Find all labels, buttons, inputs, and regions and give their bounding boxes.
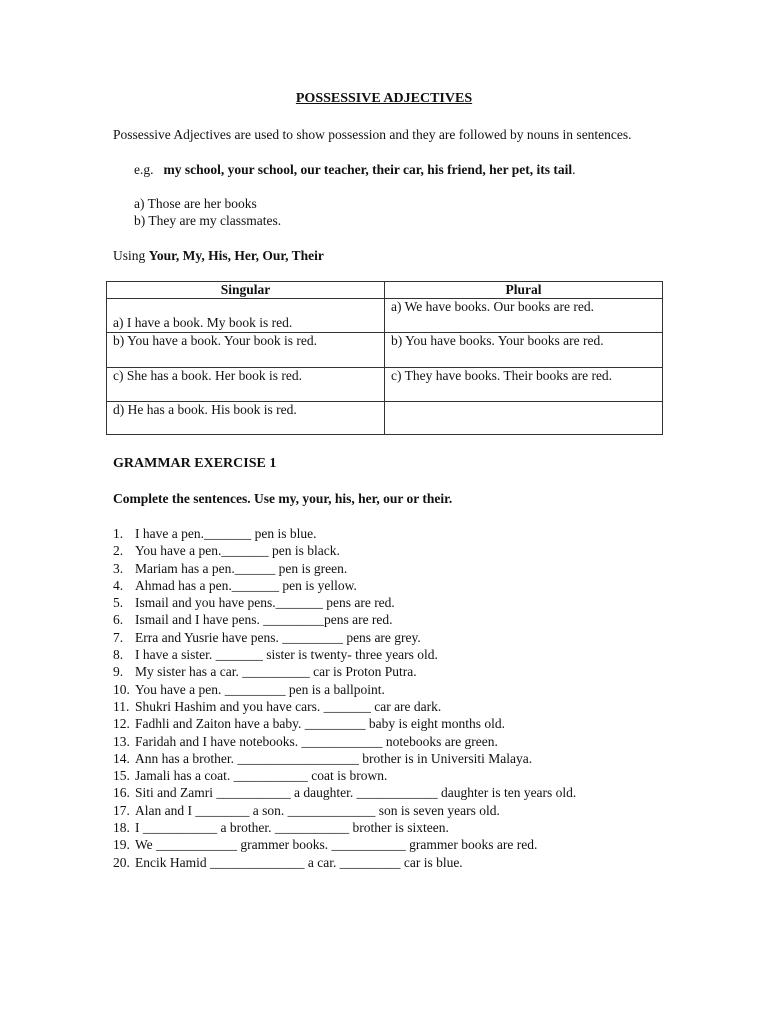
intro-paragraph: Possessive Adjectives are used to show possession and they are followed by nouns in sentences. [113,127,632,142]
item-text: You have a pen._______ pen is black. [135,543,340,559]
example-suffix: . [572,162,576,177]
example-prefix: e.g. [134,162,154,177]
table-cell: c) She has a book. Her book is red. [107,368,385,402]
list-item [113,767,576,784]
item-text: I ___________ a brother. ___________ brother is sixteen. [135,820,449,836]
item-text: Alan and I ________ a son. _____________ son is seven years old. [135,802,500,818]
item-number: 9. [113,664,124,680]
item-text: We ____________ grammer books. ___________ grammer books are red. [135,837,538,853]
header-singular: Singular [107,282,385,299]
item-number: 1. [113,526,124,541]
item-text: Jamali has a coat. ___________ coat is brown. [135,768,388,784]
item-number: 12. [113,716,130,732]
item-number: 18. [113,820,130,836]
list-item [113,542,576,559]
list-item [113,577,576,594]
sample-sentence: a) Those are her books [134,196,257,211]
item-text: Encik Hamid ______________ a car. _________ car is blue. [135,854,463,870]
list-item [113,854,576,871]
list-item [113,629,576,646]
list-item [113,750,576,767]
list-item [113,819,576,836]
item-text: Ann has a brother. __________________ brother is in Universiti Malaya. [135,750,533,766]
possessive-table [106,281,663,435]
example-line [134,162,576,178]
item-number: 6. [113,612,124,628]
example-text: my school, your school, our teacher, their car, his friend, her pet, its tail [163,162,573,177]
item-number: 17. [113,802,130,818]
item-text: You have a pen. _________ pen is a ballpoint. [135,681,385,697]
list-item [113,611,576,628]
item-number: 13. [113,733,130,749]
table-row [107,402,663,435]
table-header-row [107,282,663,299]
table-row [107,299,663,333]
item-number: 11. [113,698,130,714]
item-number: 5. [113,595,124,611]
list-item [113,698,576,715]
table-cell: a) We have books. Our books are red. [385,299,663,333]
item-number: 20. [113,854,130,870]
page-title: POSSESSIVE ADJECTIVES [295,91,473,106]
list-item [113,594,576,611]
sample-sentence: b) They are my classmates. [134,213,282,228]
using-line [113,248,324,264]
item-number: 8. [113,647,124,663]
item-number: 15. [113,768,130,784]
list-item [113,663,576,680]
using-prefix: Using [113,248,146,263]
item-text: Ahmad has a pen._______ pen is yellow. [135,577,357,593]
exercise-list [113,525,576,871]
table-row [107,368,663,402]
item-text: I have a pen._______ pen is blue. [135,526,317,541]
item-text: Ismail and I have pens. _________pens are red. [135,612,393,628]
item-number: 3. [113,560,124,576]
item-text: Faridah and I have notebooks. ____________ notebooks are green. [135,733,498,749]
table-cell: d) He has a book. His book is red. [107,402,385,435]
item-text: My sister has a car. __________ car is Proton Putra. [135,664,417,680]
list-item [113,681,576,698]
list-item [113,836,576,853]
item-text: Siti and Zamri ___________ a daughter. ____________ daughter is ten years old. [135,785,577,801]
item-text: Ismail and you have pens._______ pens are red. [135,595,395,611]
list-item [113,525,576,542]
list-item [113,733,576,750]
item-number: 16. [113,785,130,801]
table-cell: b) You have books. Your books are red. [385,333,663,368]
table-row [107,333,663,368]
item-number: 19. [113,837,130,853]
item-text: Mariam has a pen.______ pen is green. [135,560,348,576]
item-text: I have a sister. _______ sister is twenty- three years old. [135,647,438,663]
header-plural: Plural [385,282,663,299]
table-cell: b) You have a book. Your book is red. [107,333,385,368]
list-item [113,784,576,801]
item-number: 7. [113,629,124,645]
item-text: Shukri Hashim and you have cars. _______ car are dark. [135,698,442,714]
item-number: 10. [113,681,130,697]
list-item [113,802,576,819]
item-number: 4. [113,577,124,593]
item-text: Erra and Yusrie have pens. _________ pens are grey. [135,629,421,645]
table-cell: a) I have a book. My book is red. [107,299,385,333]
table-cell: c) They have books. Their books are red. [385,368,663,402]
item-number: 14. [113,750,130,766]
list-item [113,560,576,577]
table-cell [385,402,663,435]
list-item [113,646,576,663]
exercise-instruction: Complete the sentences. Use my, your, his, her, our or their. [113,491,453,506]
list-item [113,715,576,732]
item-number: 2. [113,543,124,559]
exercise-heading: GRAMMAR EXERCISE 1 [113,456,277,471]
using-words: Your, My, His, Her, Our, Their [148,248,324,263]
item-text: Fadhli and Zaiton have a baby. _________ baby is eight months old. [135,716,505,732]
